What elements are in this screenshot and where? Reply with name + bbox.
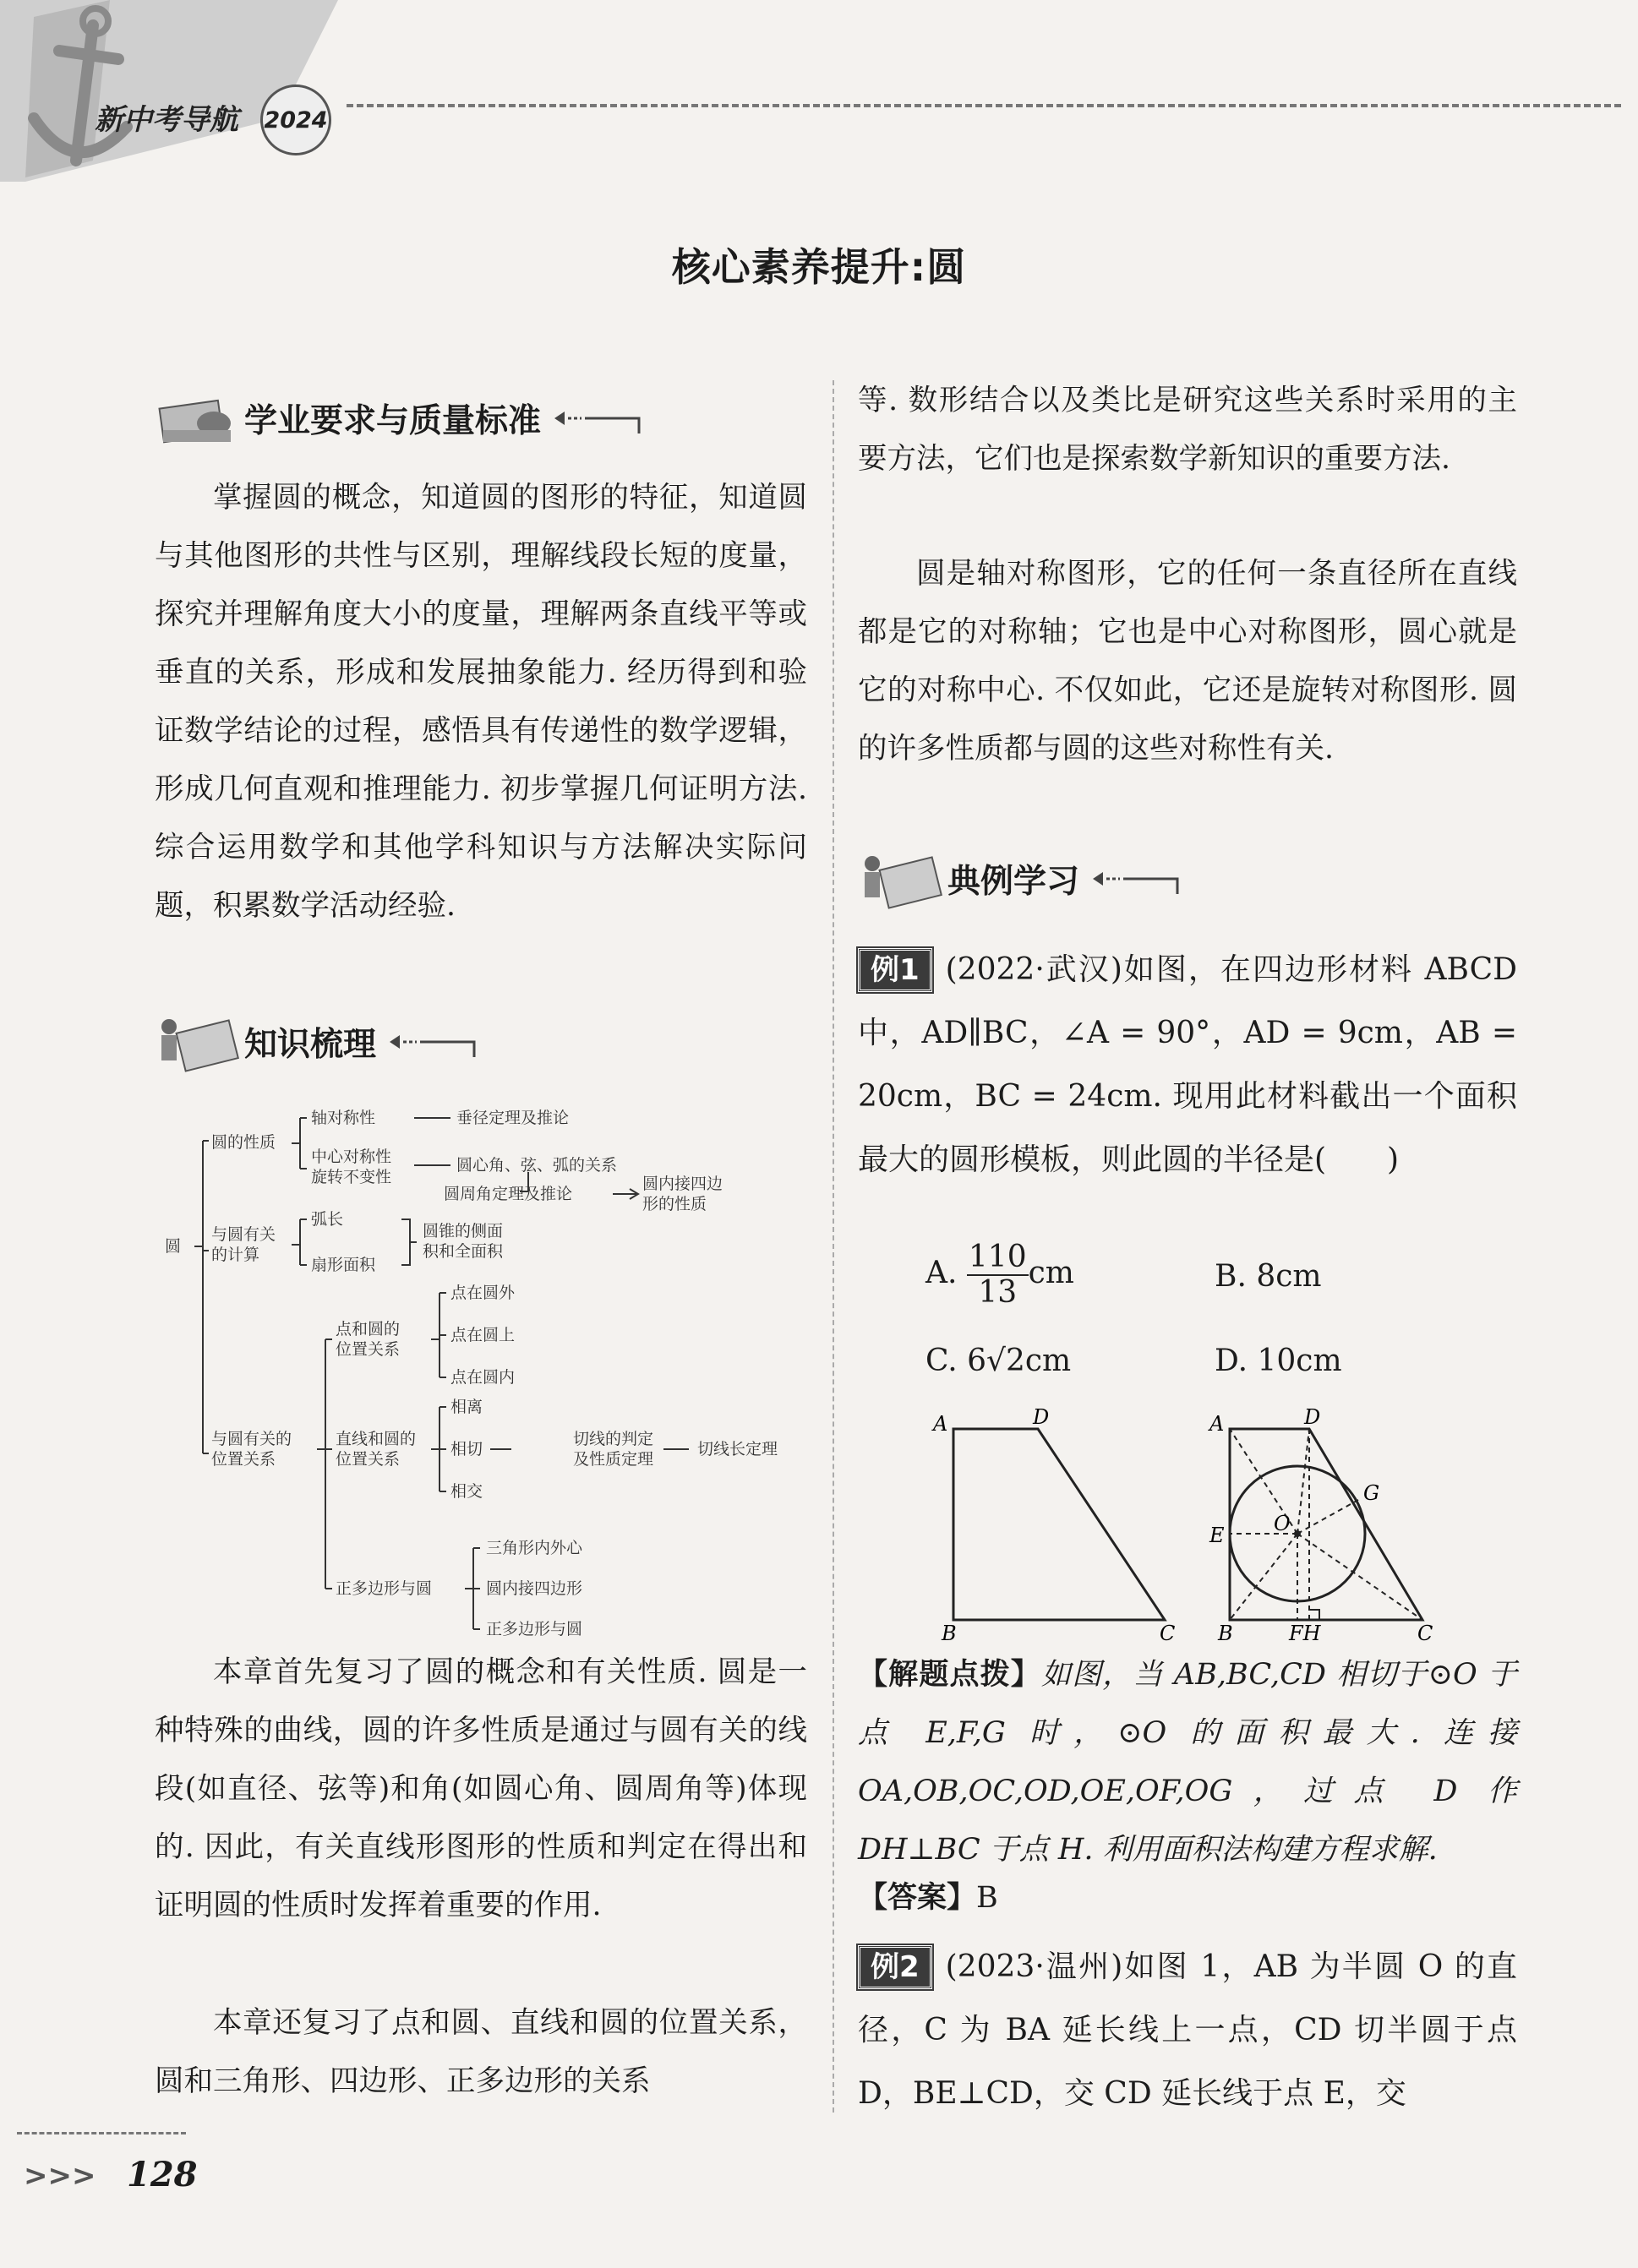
mm-node: 位置关系 — [336, 1450, 401, 1469]
example-2 — [858, 1935, 1517, 2125]
section-header-examples — [858, 841, 1179, 917]
fig-label: C — [1160, 1622, 1176, 1644]
option-b: B. 8cm — [1215, 1259, 1322, 1294]
mm-node: 直线和圆的 — [336, 1430, 417, 1448]
header-dashed-rule — [347, 104, 1621, 107]
section-title-knowledge: 知识梳理 — [244, 1026, 377, 1064]
mm-node: 及性质定理 — [573, 1450, 654, 1469]
mm-node: 垂径定理及推论 — [456, 1109, 570, 1127]
paragraph-positions: 本章还复习了点和圆、直线和圆的位置关系，圆和三角形、四边形、正多边形的关系 — [155, 2006, 807, 2098]
mm-node: 与圆有关 — [211, 1225, 276, 1244]
option-a-prefix: A. — [925, 1256, 958, 1290]
section-title-requirements: 学业要求与质量标准 — [244, 402, 542, 440]
arrow-tail-icon — [383, 1025, 476, 1059]
paragraph-positions-continued: 等. 数形结合以及类比是研究这些关系时采用的主要方法，它们也是探索数学新知识的重要方法. — [858, 384, 1517, 476]
mm-node: 扇形面积 — [311, 1256, 376, 1274]
mm-node: 位置关系 — [336, 1340, 401, 1359]
mm-node: 正多边形与圆 — [336, 1579, 433, 1598]
page-number: 128 — [127, 2155, 198, 2194]
fig-label: A — [933, 1412, 948, 1436]
fig-label: O — [1274, 1512, 1291, 1535]
books-icon — [155, 1011, 239, 1072]
column-divider — [833, 380, 834, 2113]
example-1-tag: 例1 — [858, 948, 932, 992]
hint-text: 如图，当 AB,BC,CD 相切于⊙O 于点 E,F,G 时，⊙O 的面积最大. 连接 OA,OB,OC,OD,OE,OF,OG，过点 D 作 DH⊥BC 于点 H. 利用面积法构建方程求解. — [858, 1658, 1517, 1867]
books-icon — [858, 848, 942, 909]
example-2-tag: 例2 — [858, 1945, 932, 1989]
mm-node: 与圆有关的 — [211, 1430, 292, 1448]
page-title: 核心素养提升:圆 — [671, 244, 967, 290]
example-1 — [858, 938, 1517, 1191]
figure-trapezoid — [930, 1407, 1209, 1644]
arrow-tail-icon — [548, 401, 641, 435]
mm-node: 旋转不变性 — [311, 1168, 392, 1186]
mm-node: 点在圆外 — [450, 1284, 516, 1302]
option-d: D. 10cm — [1215, 1344, 1342, 1378]
solution-hint — [858, 1646, 1517, 1879]
section-header-requirements — [155, 380, 641, 456]
mm-node: 相切 — [450, 1440, 483, 1458]
book-title: 新中考导航 — [95, 103, 238, 137]
footer-dashed-rule — [17, 2132, 186, 2134]
mm-node: 积和全面积 — [423, 1242, 504, 1261]
option-c: C. 6√2cm — [925, 1344, 1072, 1378]
mm-node: 圆内接四边形 — [486, 1579, 583, 1598]
option-a — [925, 1240, 1074, 1310]
answer-label: 【答案】 — [858, 1881, 977, 1915]
mm-node: 位置关系 — [211, 1450, 276, 1469]
option-a-unit: cm — [1028, 1256, 1074, 1290]
mm-node: 点和圆的 — [336, 1320, 401, 1338]
hint-label: 【解题点拨】 — [858, 1658, 1041, 1692]
fig-label: FH — [1289, 1622, 1321, 1644]
section-title-examples: 典例学习 — [947, 863, 1080, 901]
fig-label: B — [1218, 1622, 1233, 1644]
mm-node: 点在圆内 — [450, 1368, 516, 1387]
mm-node: 正多边形与圆 — [486, 1620, 583, 1638]
answer-value: B — [976, 1881, 998, 1915]
section-header-knowledge — [155, 1004, 476, 1080]
example-1-text: (2022·武汉)如图，在四边形材料 ABCD 中，AD∥BC，∠A = 90°，AD = 9cm，AB = 20cm，BC = 24cm. 现用此材料截出一个面积最大的圆形模板，则此圆的半径是( ) — [858, 952, 1517, 1177]
fig-label: D — [1033, 1407, 1050, 1429]
knowledge-mind-map — [156, 1094, 816, 1652]
answer — [858, 1874, 998, 1916]
mm-node: 三角形内外心 — [486, 1539, 583, 1557]
fig-label: C — [1417, 1622, 1433, 1644]
fig-label: D — [1304, 1407, 1321, 1429]
footer-arrows: >>> — [24, 2159, 96, 2193]
paragraph-requirements: 掌握圆的概念，知道圆的图形的特征，知道圆与其他图形的共性与区别，理解线段长短的度量，探究并理解角度大小的度量，理解两条直线平等或垂直的关系，形成和发展抽象能力. 经历得到和验证数学结论的过程，感悟具有传递性的数学逻辑，形成几何直观和推理能力. 初步掌握几何证明方法. 综合运用数学和其他学科知识与方法解决实际问题，积累数学活动经验. — [155, 481, 807, 923]
option-a-denominator: 13 — [978, 1275, 1018, 1310]
mm-node: 切线的判定 — [573, 1430, 654, 1448]
paragraph-symmetry: 圆是轴对称图形，它的任何一条直径所在直线都是它的对称轴；它也是中心对称图形，圆心就是它的对称中心. 不仅如此，它还是旋转对称图形. 圆的许多性质都与圆的这些对称性有关. — [858, 557, 1517, 766]
fig-label: E — [1209, 1524, 1225, 1547]
mm-node: 中心对称性 — [311, 1148, 392, 1166]
example-2-text: (2023·温州)如图 1，AB 为半圆 O 的直径，C 为 BA 延长线上一点，CD 切半圆于点 D，BE⊥CD，交 CD 延长线于点 E，交 — [858, 1949, 1517, 2111]
year-badge: 2024 — [260, 85, 331, 155]
option-a-numerator: 110 — [968, 1240, 1027, 1274]
mm-node: 圆锥的侧面 — [423, 1222, 504, 1240]
mm-node: 切线长定理 — [697, 1440, 778, 1458]
fig-label: A — [1209, 1412, 1225, 1436]
mm-root: 圆 — [165, 1237, 182, 1256]
mm-node: 圆内接四边 — [642, 1175, 723, 1193]
mm-node: 点在圆上 — [450, 1326, 516, 1344]
mm-node: 圆周角定理及推论 — [444, 1185, 573, 1203]
fig-label: B — [942, 1622, 957, 1644]
mm-node: 轴对称性 — [311, 1109, 376, 1127]
arrow-tail-icon — [1086, 862, 1179, 896]
paragraph-chapter-summary: 本章首先复习了圆的概念和有关性质. 圆是一种特殊的曲线，圆的许多性质是通过与圆有关的线段(如直径、弦等)和角(如圆心角、圆周角等)体现的. 因此，有关直线形图形的性质和判定在得出和证明圆的性质时发挥着重要的作用. — [155, 1655, 807, 1922]
fig-label: G — [1363, 1481, 1380, 1505]
mm-node: 圆心角、弦、弧的关系 — [456, 1156, 618, 1175]
mm-node: 圆的性质 — [211, 1133, 276, 1152]
mm-node: 的计算 — [211, 1246, 260, 1264]
figure-inscribed-circle — [1204, 1407, 1458, 1644]
books-icon — [155, 388, 239, 449]
mm-node: 弧长 — [311, 1210, 344, 1229]
mm-node: 相交 — [450, 1482, 483, 1501]
mm-node: 相离 — [450, 1398, 483, 1416]
mm-node: 形的性质 — [642, 1195, 707, 1213]
